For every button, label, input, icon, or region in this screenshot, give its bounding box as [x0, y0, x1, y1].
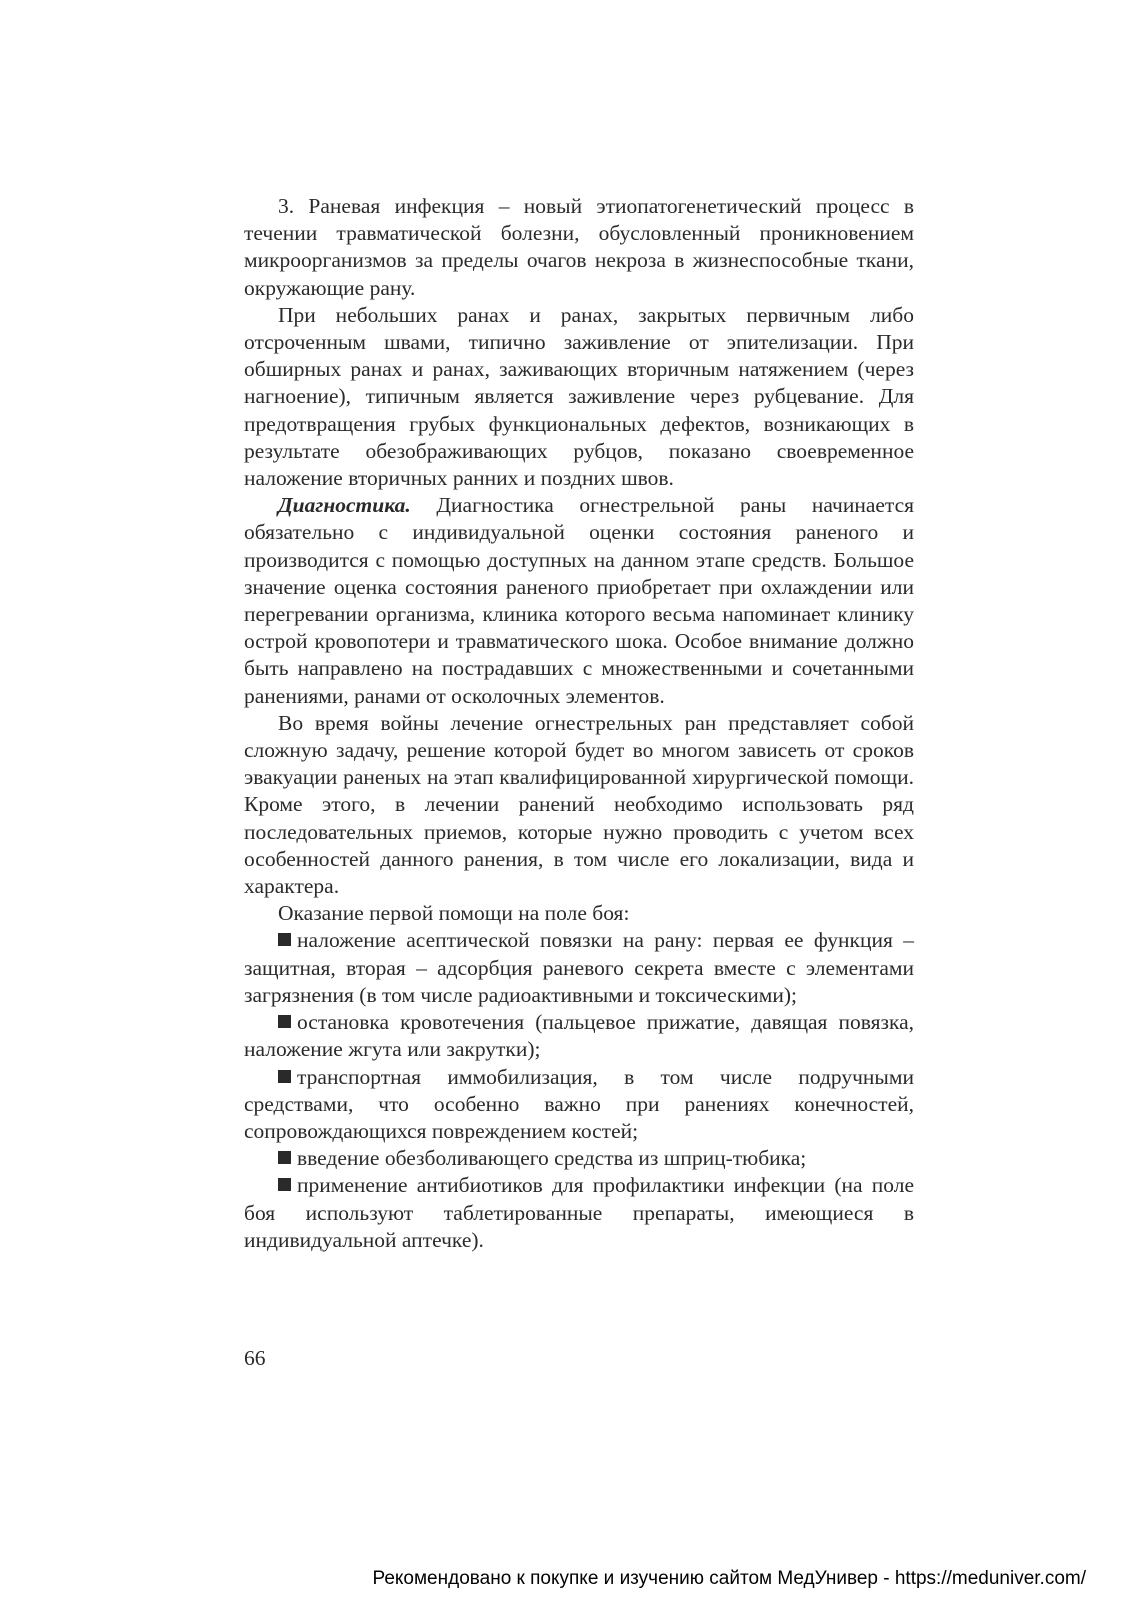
list-item — [244, 1145, 914, 1172]
bullet-square-icon — [278, 1178, 291, 1191]
list-item-text: применение антибиотиков для профилактики инфекции (на поле боя используют таблетированные препараты, имеющиеся в индивидуальной аптечке). — [244, 1173, 914, 1252]
paragraph-diagnostics — [244, 492, 914, 710]
paragraph-healing: При небольших ранах и ранах, закрытых первичным либо отсроченным швами, типично заживление от эпителизации. При обширных ранах и ранах, заживающих вторичным натяжением (через нагноение), типичным является заживление через рубцевание. Для предотвращения грубых функциональных дефектов, возникающих в результате обезображивающих рубцов, показано своевременное наложение вторичных ранних и поздних швов. — [244, 302, 914, 491]
footer-recommendation: Рекомендовано к покупке и изучению сайтом МедУнивер - https://meduniver.com/ — [372, 1568, 1086, 1589]
diagnostics-text: Диагностика огнестрельной раны начинается обязательно с индивидуальной оценки состояния раненого и производится с помощью доступных на данном этапе средств. Большое значение оценка состояния раненого приобретает при охлаждении или перегревании организма, клиника которого весьма напоминает клинику острой кровопотери и травматического шока. Особое внимание должно быть направлено на пострадавших с множественными и сочетанными ранениями, ранами от осколочных элементов. — [244, 493, 915, 708]
bullet-square-icon — [278, 1151, 291, 1164]
list-item-text: транспортная иммобилизация, в том числе подручными средствами, что особенно важно при ранениях конечностей, сопровождающихся повреждением костей; — [244, 1064, 914, 1143]
diagnostics-heading: Диагностика. — [278, 493, 411, 518]
list-item — [244, 927, 914, 1009]
paragraph-first-aid-intro: Оказание первой помощи на поле боя: — [278, 901, 630, 926]
paragraph-wartime-treatment: Во время войны лечение огнестрельных ран представляет собой сложную задачу, решение которой будет во многом зависеть от сроков эвакуации раненых на этап квалифицированной хирургической помощи. Кроме этого, в лечении ранений необходимо использовать ряд последовательных приемов, которые нужно проводить с учетом всех особенностей данного ранения, в том числе его локализации, вида и характера. — [244, 710, 914, 899]
bullet-square-icon — [278, 1015, 291, 1028]
list-item-text: наложение асептической повязки на рану: первая ее функция – защитная, вторая – адсорбция раневого секрета вместе с элементами загрязнения (в том числе радиоактивными и токсическими); — [244, 928, 914, 1007]
list-item-text: введение обезболивающего средства из шприц-тюбика; — [297, 1146, 807, 1171]
page-number: 66 — [244, 1346, 266, 1370]
bullet-square-icon — [278, 1070, 291, 1083]
page-body — [244, 193, 914, 1254]
bullet-square-icon — [278, 933, 291, 946]
list-item-text: остановка кровотечения (пальцевое прижатие, давящая повязка, наложение жгута или закрутки); — [244, 1010, 914, 1062]
list-item — [244, 1064, 914, 1146]
list-item — [244, 1009, 914, 1063]
list-item — [244, 1172, 914, 1254]
paragraph-wound-infection: 3. Раневая инфекция – новый этиопатогенетический процесс в течении травматической болезни, обусловленный проникновением микроорганизмов за пределы очагов некроза в жизнеспособные ткани, окружающие рану. — [244, 194, 914, 300]
